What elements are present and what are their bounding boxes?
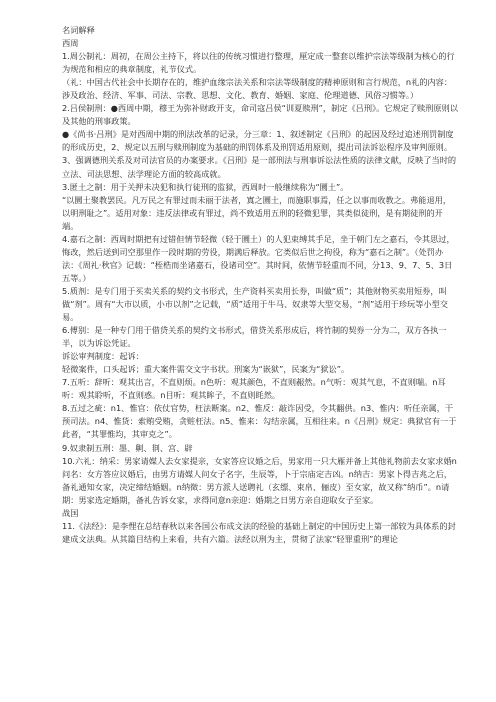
paragraph: 4.嘉石之制：西周时期把有过错但情节轻微（轻于圜土）的人犯束缚其手足，坐于朝门左之嘉石，令其思过，悔改，然后送到司空那里作一段时期的劳役，期满后释放。它类似后世之拘役，称为“嘉石之制”。（处罚办法：《周礼·秋官》记载：“桎梏而坐诸嘉石，役诸司空”。其时间，依情节轻重而不同，分13、9、7、5、3日五等。） bbox=[62, 233, 455, 283]
paragraph: “以圜土聚教罢民。凡万民之有罪过而未丽于法者，寘之圜土，而施职事焉，任之以事而收教之。弗能退用，以明刑耻之”。适用对象：违反法律或有罪过，尚不致适用五刑的轻微犯罪，其类似徒刑，是有期徒刑的开端。 bbox=[62, 194, 452, 231]
paragraph: 8.五过之疵：n1、惟官：依仗官势，枉法断案。n2、惟反：敲诈因受，令其翻供。n3、惟内：听任亲属，干预司法。n4、惟货：索贿受贿，贪赃枉法。n5、惟来：勾结亲属，互相往来。n《吕刑》规定：典狱官有一于此者，“其罪惟均，其审克之”。 bbox=[62, 403, 457, 440]
paragraph: 轻微案件，口头起诉；重大案件需交文字书状。刑案为“嵌狱”，民案为“狱讼”。 bbox=[62, 364, 350, 375]
paragraph: 6.傅别：是一种专门用于借贷关系的契约文书形式，借贷关系形成后，将竹制的契券一分为二，双方各执一半，以为诉讼凭证。 bbox=[62, 325, 447, 349]
paragraph: 诉讼审判制度：起诉： bbox=[62, 351, 144, 362]
paragraph: ●《尚书·吕刑》是对西周中期的刑法改革的记录，分三章：1、叙述制定《吕刑》的起因及经过追述刑罚制度的形成历史，2、规定以五刑与赎刑制度为基础的刑罚体系及刑罚适用原则，提出司法诉讼程序及审判原则。3、强调德刑关系及对司法官员的办案要求。《吕刑》是一部刑法与刑事诉讼法性质的法律文献，反映了当时的立法、司法思想、法学理论方面的较高成就。 bbox=[62, 129, 457, 179]
paragraph: 1.周公制礼：周初，在周公主持下，将以往的传统习惯进行整理，厘定成一整套以维护宗法等级制为核心的行为规范和相应的典章制度，礼节仪式。 bbox=[62, 51, 455, 75]
paragraph: 7.五听：辞听：观其出言，不直则烦。n色听：观其颜色，不直则赧然。n气听：观其气息，不直则喘。n耳听：观其聆听，不直则惑。n目听：观其眸子，不直则眊然。 bbox=[62, 377, 446, 401]
paragraph: （礼：中国古代社会中长期存在的，维护血缘宗法关系和宗法等级制度的精神原则和言行规范，n礼的内容：涉及政治、经济、军事、司法、宗教、思想、文化、教育、婚姻、家庭、伦理道德、风俗习惯等。） bbox=[62, 77, 453, 101]
section-title-warring-states: 战国 bbox=[62, 507, 79, 518]
paragraph: 3.匿土之制：用于关押未决犯和执行徒刑的监狱，西周时一般继续称为“圜土”。 bbox=[62, 181, 349, 192]
paragraph: 2.吕侯制刑：●西周中期，穆王为弥补财政开支，命司寇吕侯“训夏赎刑”，制定《吕刑》。它规定了赎刑原则以及其他的刑事政策。 bbox=[62, 103, 458, 127]
paragraph: 11.《法经》：是李悝在总结春秋以来各国公布成文法的经验的基础上制定的中国历史上第一部较为具体系的封建成文法典。从其篇目结构上来看，共有六篇。法经以刑为主，贯彻了法家“轻罪重刑”的理论 bbox=[62, 520, 456, 544]
paragraph: 10.六礼：纳采：男家请媒人去女家提亲，女家答应议婚之后，男家用一只大雁并备上其他礼物前去女家求婚n问名：女方答应议婚后，由男方请媒人问女子名字，生辰等，卜于宗庙定吉凶。n纳吉：男家卜得吉兆之后，备礼通知女家，决定缔结婚姻。n纳徵：男方派人送聘礼（玄缥、束帛、俪皮）至女家，故又称“纳币”。n请期：男家选定婚期，备礼告诉女家，求得同意n亲迎：婚期之日男方亲自迎取女子至家。 bbox=[62, 455, 457, 505]
paragraph: 5.质剂：是专门用于买卖关系的契约文书形式，生产资料买卖用长券，叫做“质”；其他财物买卖用短券，叫做“剂”。周有“大市以质，小市以剂”之记载，“质”适用于牛马、奴隶等大型交易，“剂”适用于珍玩等小型交易。 bbox=[62, 285, 448, 323]
paragraph: 9.奴隶制五刑：墨、劓、剕、宫、辟 bbox=[62, 442, 193, 453]
section-title-western-zhou: 西周 bbox=[62, 38, 79, 49]
document-heading: 名词解释 bbox=[62, 25, 95, 35]
